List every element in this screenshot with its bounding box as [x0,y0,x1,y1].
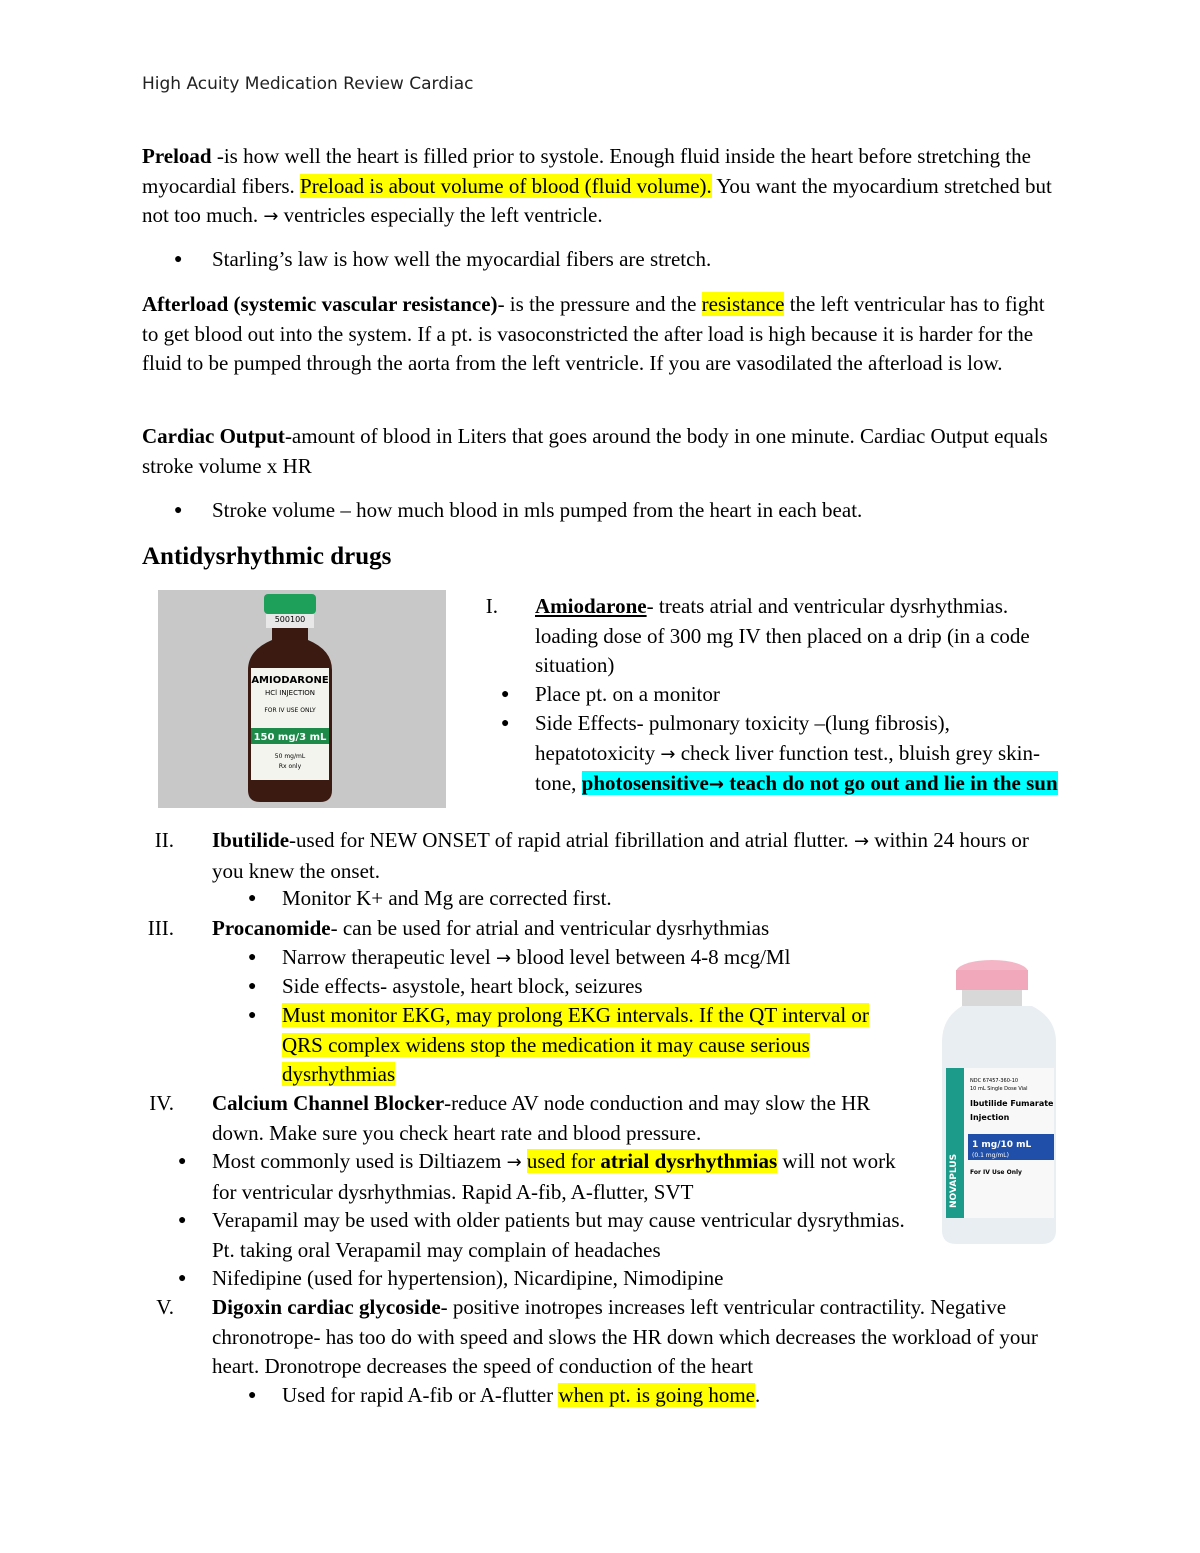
vial2-ndc: NDC 67457-360-10 [970,1078,1019,1084]
drug-iii-num: III. [147,916,174,940]
afterload-highlight: resistance [701,292,785,316]
drug-i-bullet-1: ● Place pt. on a monitor [535,680,1055,710]
ekg-highlight: Must monitor EKG, may prolong EKG intervals. If the QT interval or QRS complex widens stop the medication it may cause serious dysrhythmias [282,1003,869,1086]
arrow-icon: → [495,948,512,969]
vial-detail2: Rx only [278,763,302,770]
starling-bullet: ● Starling’s law is how well the myocardial fibers are stretch. [212,245,1072,275]
drug-iii-bullet-2: ● Side effects- asystole, heart block, seizures [282,972,922,1002]
afterload-term: Afterload (systemic vascular resistance) [142,292,498,316]
drug-iv-num: IV. [149,1091,174,1115]
drug-iv-bullet-2: ● Verapamil may be used with older patients but may cause ventricular dysrythmias. Pt. taking oral Verapamil may complain of headaches [212,1206,912,1265]
going-home-highlight: when pt. is going home [558,1383,756,1407]
arrow-icon: → [853,831,870,852]
vial-brand: AMIODARONE [251,675,329,686]
ibutilide-vial-image [938,958,1060,1248]
drug-i-num: I. [485,594,498,618]
preload-highlight: Preload is about volume of blood (fluid volume). [300,173,712,198]
drug-v-bullet-1: ● Used for rapid A-fib or A-flutter when pt. is going home. [282,1381,1062,1411]
drug-i-text: Amiodarone- treats atrial and ventricular dysrhythmias. loading dose of 300 mg IV then placed on a drip (in a code situation) [535,594,1030,677]
drug-iv-bullet-3: ● Nifedipine (used for hypertension), Nicardipine, Nimodipine [212,1264,912,1294]
section-title: Antidysrhythmic drugs [142,543,392,570]
drug-v-text: Digoxin cardiac glycoside- positive inotropes increases left ventricular contractility. Negative chronotrope- has too do with speed and slows the HR down which decreases the workload of your heart. Dronotrope decreases the speed of conduction of the heart [212,1295,1038,1378]
arrow-icon: → [708,774,724,795]
preload-paragraph: Preload -is how well the heart is filled prior to systole. Enough fluid inside the heart before stretching the myocardial fibers. Preload is about volume of blood (fluid volume). You want the myocardium stretched but not too much. → ventricles especially the left ventricle. [142,144,1052,227]
vial2-use: For IV Use Only [970,1169,1022,1176]
drug-iii-name: Procanomide [212,916,331,940]
stroke-volume-bullet: ● Stroke volume – how much blood in mls pumped from the heart in each beat. [212,496,1072,526]
arrow-icon: → [506,1152,522,1173]
atrial-highlight: used for atrial dysrhythmias [526,1149,778,1173]
vial-sub: HCl INJECTION [264,689,316,697]
vial2-conc: (0.1 mg/mL) [972,1152,1009,1159]
drug-ii-text: Ibutilide-used for NEW ONSET of rapid atrial fibrillation and atrial flutter. → within 24 hours or you knew the onset. [212,828,1029,883]
drug-iv-bullet-1: ● Most commonly used is Diltiazem → used for atrial dysrhythmias will not work for ventricular dysrhythmias. Rapid A-fib, A-flutter, SVT [212,1147,912,1207]
drug-ii-name: Ibutilide [212,828,290,852]
drug-ii-num: II. [154,828,174,852]
vial-strength: 150 mg/3 mL [253,732,327,743]
vial2-name1: Ibutilide Fumarate [970,1099,1054,1108]
photosensitive-highlight: photosensitive→ teach do not go out and lie in the sun [581,771,1058,795]
drug-iii-bullet-3 [282,1001,912,1090]
vial2-strength: 1 mg/10 mL [972,1140,1032,1150]
preload-term: Preload [142,144,212,168]
vial2-vol: 10 mL Single Dose Vial [970,1086,1028,1092]
arrow-icon: → [660,743,676,765]
afterload-paragraph: Afterload (systemic vascular resistance)- is the pressure and the resistance the left ventricular has to fight to get blood out into the system. If a pt. is vasoconstricted the after load is high because it is harder for the fluid to be pumped through the aorta from the left ventricle. If you are vasodilated the afterload is low. [142,292,1045,375]
page-header: High Acuity Medication Review Cardiac [142,74,474,94]
drug-v-num: V. [156,1295,174,1319]
drug-ii-bullet-1: ● Monitor K+ and Mg are corrected first. [282,884,982,914]
drug-i-bullet-2: ● Side Effects- pulmonary toxicity –(lung fibrosis), hepatotoxicity → check liver function test., bluish grey skin-tone, photosensitive→ teach do not go out and lie in the sun [535,709,1063,800]
vial-use: FOR IV USE ONLY [264,707,316,714]
vial2-name2: Injection [970,1113,1010,1122]
drug-iv-text: Calcium Channel Blocker-reduce AV node conduction and may slow the HR down. Make sure you check heart rate and blood pressure. [212,1091,871,1145]
amiodarone-vial-image [158,590,446,808]
drug-iii-bullet-1: ● Narrow therapeutic level → blood level between 4-8 mcg/Ml [282,943,922,974]
vial2-side: NOVAPLUS [949,1153,959,1208]
cardiac-output-paragraph: Cardiac Output-amount of blood in Liters that goes around the body in one minute. Cardiac Output equals stroke volume x HR [142,424,1048,478]
drug-v-name: Digoxin cardiac glycoside [212,1295,441,1319]
arrow-icon: → [263,206,279,227]
vial-code: 500100 [274,615,306,624]
cardiac-output-term: Cardiac Output [142,424,285,448]
vial-detail1: 50 mg/mL [274,753,306,760]
drug-iv-name: Calcium Channel Blocker [212,1091,445,1115]
drug-i-name: Amiodarone [535,594,647,618]
drug-iii-text: Procanomide- can be used for atrial and ventricular dysrhythmias [212,916,770,940]
